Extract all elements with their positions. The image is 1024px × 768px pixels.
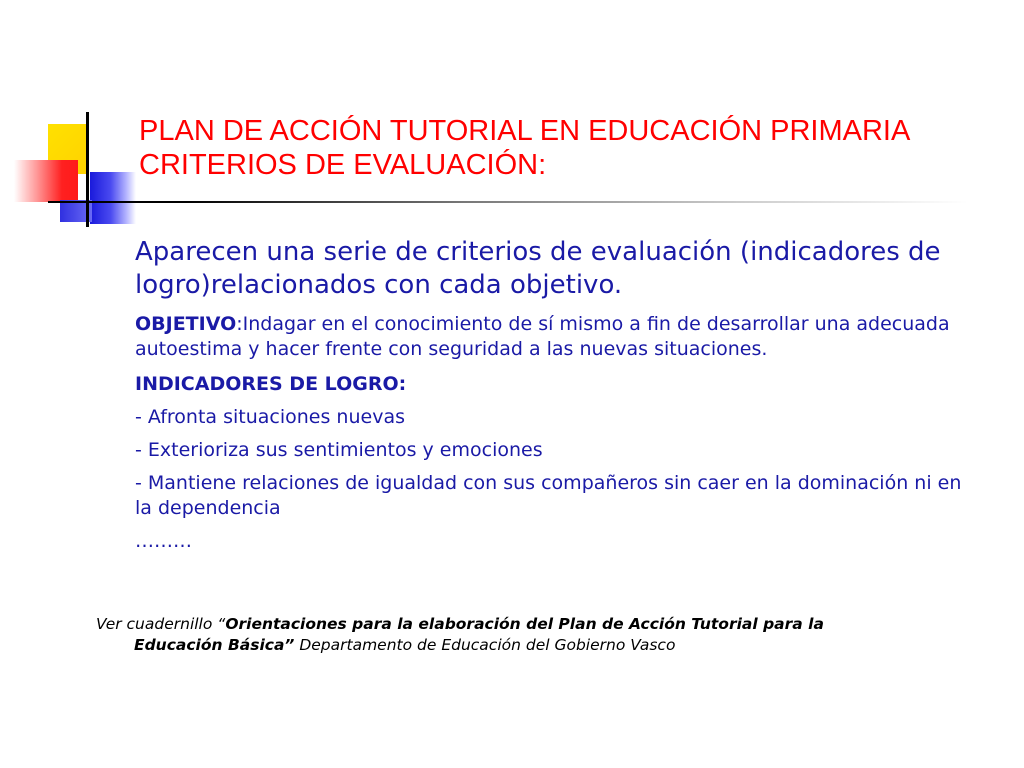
decorative-squares-logo	[0, 0, 150, 240]
slide-body	[135, 236, 975, 562]
indicator-item: - Mantiene relaciones de igualdad con sus compañeros sin caer en la dominación ni en la dependencia	[135, 472, 962, 519]
red-square	[14, 160, 78, 202]
footnote-suffix: Departamento de Educación del Gobierno Vasco	[294, 636, 676, 654]
indicator-item: - Afronta situaciones nuevas	[135, 406, 405, 428]
vertical-line	[86, 112, 89, 227]
indicator-item: - Exterioriza sus sentimientos y emociones	[135, 439, 543, 461]
objective-text: :Indagar en el conocimiento de sí mismo a fin de desarrollar una adecuada autoestima y hacer frente con seguridad a las nuevas situaciones.	[135, 313, 950, 360]
lead-paragraph: Aparecen una serie de criterios de evaluación (indicadores de logro)relacionados con cada objetivo.	[135, 237, 941, 300]
footnote-line-1	[96, 614, 976, 635]
footnote-line-2	[96, 635, 976, 656]
slide-title	[139, 114, 1009, 182]
title-line-1: PLAN DE ACCIÓN TUTORIAL EN EDUCACIÓN PRIMARIA	[139, 115, 911, 147]
footnote-bold-title-1: Orientaciones para la elaboración del Plan de Acción Tutorial para la	[225, 615, 824, 633]
footnote-prefix: Ver cuadernillo “	[96, 615, 226, 633]
objective-paragraph	[135, 312, 975, 362]
indicators-heading: INDICADORES DE LOGRO:	[135, 373, 407, 395]
footnote	[96, 614, 976, 656]
footnote-bold-title-2: Educación Básica”	[134, 636, 295, 654]
objective-label: OBJETIVO	[135, 313, 237, 335]
title-divider	[48, 201, 968, 203]
title-line-2: CRITERIOS DE EVALUACIÓN:	[139, 149, 547, 181]
ellipsis: ………	[135, 530, 192, 552]
blue-square	[90, 172, 136, 224]
